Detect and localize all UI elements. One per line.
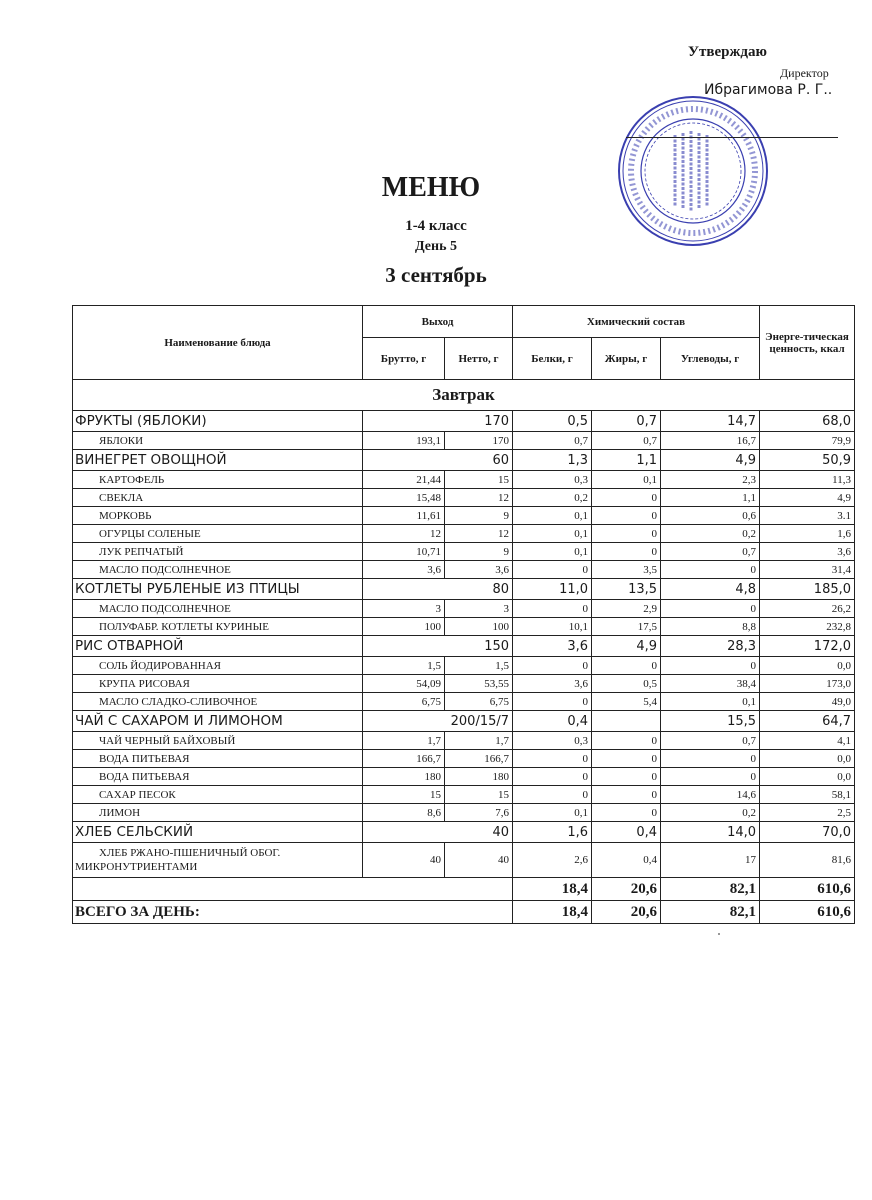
dish-fat: 0,7 xyxy=(592,411,661,432)
dish-carbs: 4,8 xyxy=(661,579,760,600)
ingredient-brutto: 21,44 xyxy=(363,471,445,489)
ingredient-carbs: 0,6 xyxy=(661,507,760,525)
ingredient-carbs: 0 xyxy=(661,657,760,675)
ingredient-netto: 53,55 xyxy=(445,675,513,693)
total-row-energy: 610,6 xyxy=(760,901,855,924)
document-title: МЕНЮ xyxy=(381,172,481,203)
ingredient-name: ВОДА ПИТЬЕВАЯ xyxy=(73,768,363,786)
ingredient-row xyxy=(73,525,855,543)
ingredient-carbs: 0,7 xyxy=(661,732,760,750)
ingredient-row xyxy=(73,618,855,636)
dish-row xyxy=(73,636,855,657)
dish-protein: 11,0 xyxy=(513,579,592,600)
dish-name: ХЛЕБ СЕЛЬСКИЙ xyxy=(73,822,363,843)
ingredient-netto: 180 xyxy=(445,768,513,786)
ingredient-brutto: 15,48 xyxy=(363,489,445,507)
ingredient-energy: 79,9 xyxy=(760,432,855,450)
ingredient-name: САХАР ПЕСОК xyxy=(73,786,363,804)
header-protein: Белки, г xyxy=(513,338,592,380)
ingredient-row xyxy=(73,675,855,693)
ingredient-brutto: 6,75 xyxy=(363,693,445,711)
dish-output: 60 xyxy=(363,450,513,471)
dish-carbs: 28,3 xyxy=(661,636,760,657)
dish-carbs: 14,7 xyxy=(661,411,760,432)
ingredient-energy: 4,9 xyxy=(760,489,855,507)
dish-fat: 1,1 xyxy=(592,450,661,471)
dish-name: КОТЛЕТЫ РУБЛЕНЫЕ ИЗ ПТИЦЫ xyxy=(73,579,363,600)
dish-output: 200/15/7 xyxy=(363,711,513,732)
ingredient-netto: 7,6 xyxy=(445,804,513,822)
ingredient-name: ОГУРЦЫ СОЛЕНЫЕ xyxy=(73,525,363,543)
menu-table xyxy=(72,305,855,924)
ingredient-protein: 0 xyxy=(513,750,592,768)
dish-fat: 4,9 xyxy=(592,636,661,657)
ingredient-fat: 0,4 xyxy=(592,843,661,878)
ingredient-name: МОРКОВЬ xyxy=(73,507,363,525)
ingredient-brutto: 8,6 xyxy=(363,804,445,822)
dish-row xyxy=(73,822,855,843)
ingredient-row xyxy=(73,750,855,768)
ingredient-energy: 58,1 xyxy=(760,786,855,804)
ingredient-name: КРУПА РИСОВАЯ xyxy=(73,675,363,693)
total-row-fat: 20,6 xyxy=(592,901,661,924)
subtotal-row-fat: 20,6 xyxy=(592,878,661,901)
ingredient-brutto: 40 xyxy=(363,843,445,878)
header-dish-name: Наименование блюда xyxy=(73,306,363,380)
ingredient-row xyxy=(73,432,855,450)
header-carbs: Углеводы, г xyxy=(661,338,760,380)
ingredient-energy: 3,6 xyxy=(760,543,855,561)
header-fat: Жиры, г xyxy=(592,338,661,380)
dish-output: 80 xyxy=(363,579,513,600)
ingredient-fat: 0 xyxy=(592,525,661,543)
ingredient-fat: 0 xyxy=(592,786,661,804)
header-output: Выход xyxy=(363,306,513,338)
dish-name: ЧАЙ С САХАРОМ И ЛИМОНОМ xyxy=(73,711,363,732)
ingredient-fat: 17,5 xyxy=(592,618,661,636)
header-brutto: Брутто, г xyxy=(363,338,445,380)
ingredient-carbs: 0 xyxy=(661,768,760,786)
dish-output: 170 xyxy=(363,411,513,432)
ingredient-netto: 3,6 xyxy=(445,561,513,579)
subtotal-row-carbs: 82,1 xyxy=(661,878,760,901)
ingredient-carbs: 0,7 xyxy=(661,543,760,561)
scan-speck xyxy=(718,933,720,935)
dish-row xyxy=(73,579,855,600)
dish-carbs: 4,9 xyxy=(661,450,760,471)
ingredient-protein: 0,3 xyxy=(513,732,592,750)
header-energy: Энерге-тическая ценность, ккал xyxy=(760,306,855,380)
ingredient-name: МАСЛО ПОДСОЛНЕЧНОЕ xyxy=(73,561,363,579)
ingredient-brutto: 1,5 xyxy=(363,657,445,675)
ingredient-fat: 0,7 xyxy=(592,432,661,450)
dish-protein: 0,5 xyxy=(513,411,592,432)
ingredient-protein: 10,1 xyxy=(513,618,592,636)
ingredient-carbs: 0 xyxy=(661,600,760,618)
ingredient-fat: 0 xyxy=(592,489,661,507)
subtotal-row-label xyxy=(73,878,513,901)
ingredient-name: КАРТОФЕЛЬ xyxy=(73,471,363,489)
ingredient-netto: 3 xyxy=(445,600,513,618)
ingredient-name: ЧАЙ ЧЕРНЫЙ БАЙХОВЫЙ xyxy=(73,732,363,750)
ingredient-row xyxy=(73,786,855,804)
ingredient-energy: 31,4 xyxy=(760,561,855,579)
ingredient-netto: 6,75 xyxy=(445,693,513,711)
ingredient-name: СВЕКЛА xyxy=(73,489,363,507)
dish-row xyxy=(73,411,855,432)
ingredient-carbs: 1,1 xyxy=(661,489,760,507)
ingredient-energy: 2,5 xyxy=(760,804,855,822)
ingredient-protein: 0 xyxy=(513,600,592,618)
approval-title: Утверждаю xyxy=(688,44,767,60)
ingredient-fat: 0 xyxy=(592,507,661,525)
ingredient-brutto: 10,71 xyxy=(363,543,445,561)
ingredient-netto: 15 xyxy=(445,786,513,804)
subtotal-row xyxy=(73,878,855,901)
ingredient-carbs: 0 xyxy=(661,561,760,579)
ingredient-carbs: 8,8 xyxy=(661,618,760,636)
ingredient-row xyxy=(73,768,855,786)
grade-label: 1-4 класс xyxy=(405,218,467,234)
approval-name: Ибрагимова Р. Г.. xyxy=(704,82,833,98)
ingredient-carbs: 0,2 xyxy=(661,804,760,822)
subtotal-row-protein: 18,4 xyxy=(513,878,592,901)
dish-fat xyxy=(592,711,661,732)
dish-energy: 64,7 xyxy=(760,711,855,732)
ingredient-brutto: 15 xyxy=(363,786,445,804)
ingredient-netto: 166,7 xyxy=(445,750,513,768)
ingredient-netto: 100 xyxy=(445,618,513,636)
ingredient-netto: 1,7 xyxy=(445,732,513,750)
signature-line xyxy=(626,137,838,138)
dish-output: 40 xyxy=(363,822,513,843)
ingredient-row xyxy=(73,693,855,711)
subtotal-row-energy: 610,6 xyxy=(760,878,855,901)
ingredient-carbs: 0 xyxy=(661,750,760,768)
date-label: 3 сентябрь xyxy=(385,263,487,287)
ingredient-carbs: 17 xyxy=(661,843,760,878)
dish-energy: 68,0 xyxy=(760,411,855,432)
ingredient-netto: 1,5 xyxy=(445,657,513,675)
ingredient-brutto: 1,7 xyxy=(363,732,445,750)
ingredient-energy: 0,0 xyxy=(760,768,855,786)
ingredient-name: МАСЛО ПОДСОЛНЕЧНОЕ xyxy=(73,600,363,618)
section-breakfast: Завтрак xyxy=(73,380,855,411)
ingredient-row xyxy=(73,507,855,525)
ingredient-netto: 15 xyxy=(445,471,513,489)
dish-energy: 70,0 xyxy=(760,822,855,843)
ingredient-energy: 0,0 xyxy=(760,657,855,675)
ingredient-netto: 40 xyxy=(445,843,513,878)
ingredient-name: ЯБЛОКИ xyxy=(73,432,363,450)
ingredient-fat: 0,5 xyxy=(592,675,661,693)
ingredient-name: ХЛЕБ РЖАНО-ПШЕНИЧНЫЙ ОБОГ. МИКРОНУТРИЕНТАМИ xyxy=(73,843,363,878)
dish-fat: 0,4 xyxy=(592,822,661,843)
header-chemical: Химический состав xyxy=(513,306,760,338)
ingredient-name: ЛУК РЕПЧАТЫЙ xyxy=(73,543,363,561)
ingredient-row xyxy=(73,732,855,750)
ingredient-row xyxy=(73,804,855,822)
ingredient-name: ВОДА ПИТЬЕВАЯ xyxy=(73,750,363,768)
ingredient-protein: 0 xyxy=(513,657,592,675)
dish-protein: 0,4 xyxy=(513,711,592,732)
dish-carbs: 15,5 xyxy=(661,711,760,732)
ingredient-carbs: 0,2 xyxy=(661,525,760,543)
total-row xyxy=(73,901,855,924)
dish-energy: 172,0 xyxy=(760,636,855,657)
ingredient-energy: 26,2 xyxy=(760,600,855,618)
ingredient-protein: 0 xyxy=(513,786,592,804)
ingredient-netto: 12 xyxy=(445,525,513,543)
total-row-protein: 18,4 xyxy=(513,901,592,924)
dish-output: 150 xyxy=(363,636,513,657)
ingredient-protein: 0,1 xyxy=(513,525,592,543)
ingredient-fat: 0 xyxy=(592,543,661,561)
ingredient-brutto: 180 xyxy=(363,768,445,786)
ingredient-protein: 0,3 xyxy=(513,471,592,489)
ingredient-brutto: 54,09 xyxy=(363,675,445,693)
dish-protein: 1,3 xyxy=(513,450,592,471)
approval-role: Директор xyxy=(780,66,829,80)
ingredient-netto: 9 xyxy=(445,507,513,525)
ingredient-netto: 170 xyxy=(445,432,513,450)
ingredient-fat: 0 xyxy=(592,750,661,768)
ingredient-brutto: 12 xyxy=(363,525,445,543)
ingredient-fat: 0,1 xyxy=(592,471,661,489)
dish-name: ВИНЕГРЕТ ОВОЩНОЙ xyxy=(73,450,363,471)
ingredient-energy: 4,1 xyxy=(760,732,855,750)
dish-fat: 13,5 xyxy=(592,579,661,600)
ingredient-energy: 173,0 xyxy=(760,675,855,693)
dish-energy: 185,0 xyxy=(760,579,855,600)
total-row-carbs: 82,1 xyxy=(661,901,760,924)
dish-protein: 1,6 xyxy=(513,822,592,843)
dish-row xyxy=(73,711,855,732)
ingredient-netto: 12 xyxy=(445,489,513,507)
ingredient-protein: 0,1 xyxy=(513,543,592,561)
ingredient-name: СОЛЬ ЙОДИРОВАННАЯ xyxy=(73,657,363,675)
ingredient-fat: 3,5 xyxy=(592,561,661,579)
ingredient-fat: 0 xyxy=(592,768,661,786)
dish-row xyxy=(73,450,855,471)
ingredient-row xyxy=(73,471,855,489)
ingredient-carbs: 38,4 xyxy=(661,675,760,693)
ingredient-name: ЛИМОН xyxy=(73,804,363,822)
ingredient-fat: 0 xyxy=(592,657,661,675)
ingredient-energy: 49,0 xyxy=(760,693,855,711)
ingredient-name: ПОЛУФАБР. КОТЛЕТЫ КУРИНЫЕ xyxy=(73,618,363,636)
ingredient-protein: 0,7 xyxy=(513,432,592,450)
ingredient-netto: 9 xyxy=(445,543,513,561)
dish-energy: 50,9 xyxy=(760,450,855,471)
dish-carbs: 14,0 xyxy=(661,822,760,843)
ingredient-row xyxy=(73,843,855,878)
ingredient-protein: 0 xyxy=(513,693,592,711)
ingredient-fat: 2,9 xyxy=(592,600,661,618)
ingredient-brutto: 193,1 xyxy=(363,432,445,450)
ingredient-energy: 11,3 xyxy=(760,471,855,489)
ingredient-protein: 0,1 xyxy=(513,804,592,822)
ingredient-brutto: 11,61 xyxy=(363,507,445,525)
ingredient-protein: 0 xyxy=(513,768,592,786)
ingredient-brutto: 3 xyxy=(363,600,445,618)
ingredient-fat: 0 xyxy=(592,804,661,822)
ingredient-protein: 0,2 xyxy=(513,489,592,507)
ingredient-brutto: 166,7 xyxy=(363,750,445,768)
ingredient-energy: 1,6 xyxy=(760,525,855,543)
ingredient-protein: 3,6 xyxy=(513,675,592,693)
ingredient-protein: 0 xyxy=(513,561,592,579)
ingredient-carbs: 16,7 xyxy=(661,432,760,450)
ingredient-fat: 0 xyxy=(592,732,661,750)
ingredient-energy: 0,0 xyxy=(760,750,855,768)
day-label: День 5 xyxy=(415,239,457,254)
ingredient-energy: 81,6 xyxy=(760,843,855,878)
ingredient-carbs: 2,3 xyxy=(661,471,760,489)
ingredient-brutto: 3,6 xyxy=(363,561,445,579)
ingredient-name: МАСЛО СЛАДКО-СЛИВОЧНОЕ xyxy=(73,693,363,711)
ingredient-energy: 3.1 xyxy=(760,507,855,525)
ingredient-energy: 232,8 xyxy=(760,618,855,636)
ingredient-protein: 0,1 xyxy=(513,507,592,525)
ingredient-row xyxy=(73,543,855,561)
ingredient-carbs: 0,1 xyxy=(661,693,760,711)
ingredient-fat: 5,4 xyxy=(592,693,661,711)
ingredient-row xyxy=(73,600,855,618)
dish-protein: 3,6 xyxy=(513,636,592,657)
ingredient-row xyxy=(73,489,855,507)
ingredient-row xyxy=(73,561,855,579)
dish-name: РИС ОТВАРНОЙ xyxy=(73,636,363,657)
total-row-label: ВСЕГО ЗА ДЕНЬ: xyxy=(73,901,513,924)
ingredient-carbs: 14,6 xyxy=(661,786,760,804)
header-netto: Нетто, г xyxy=(445,338,513,380)
ingredient-row xyxy=(73,657,855,675)
ingredient-protein: 2,6 xyxy=(513,843,592,878)
ingredient-brutto: 100 xyxy=(363,618,445,636)
dish-name: ФРУКТЫ (ЯБЛОКИ) xyxy=(73,411,363,432)
